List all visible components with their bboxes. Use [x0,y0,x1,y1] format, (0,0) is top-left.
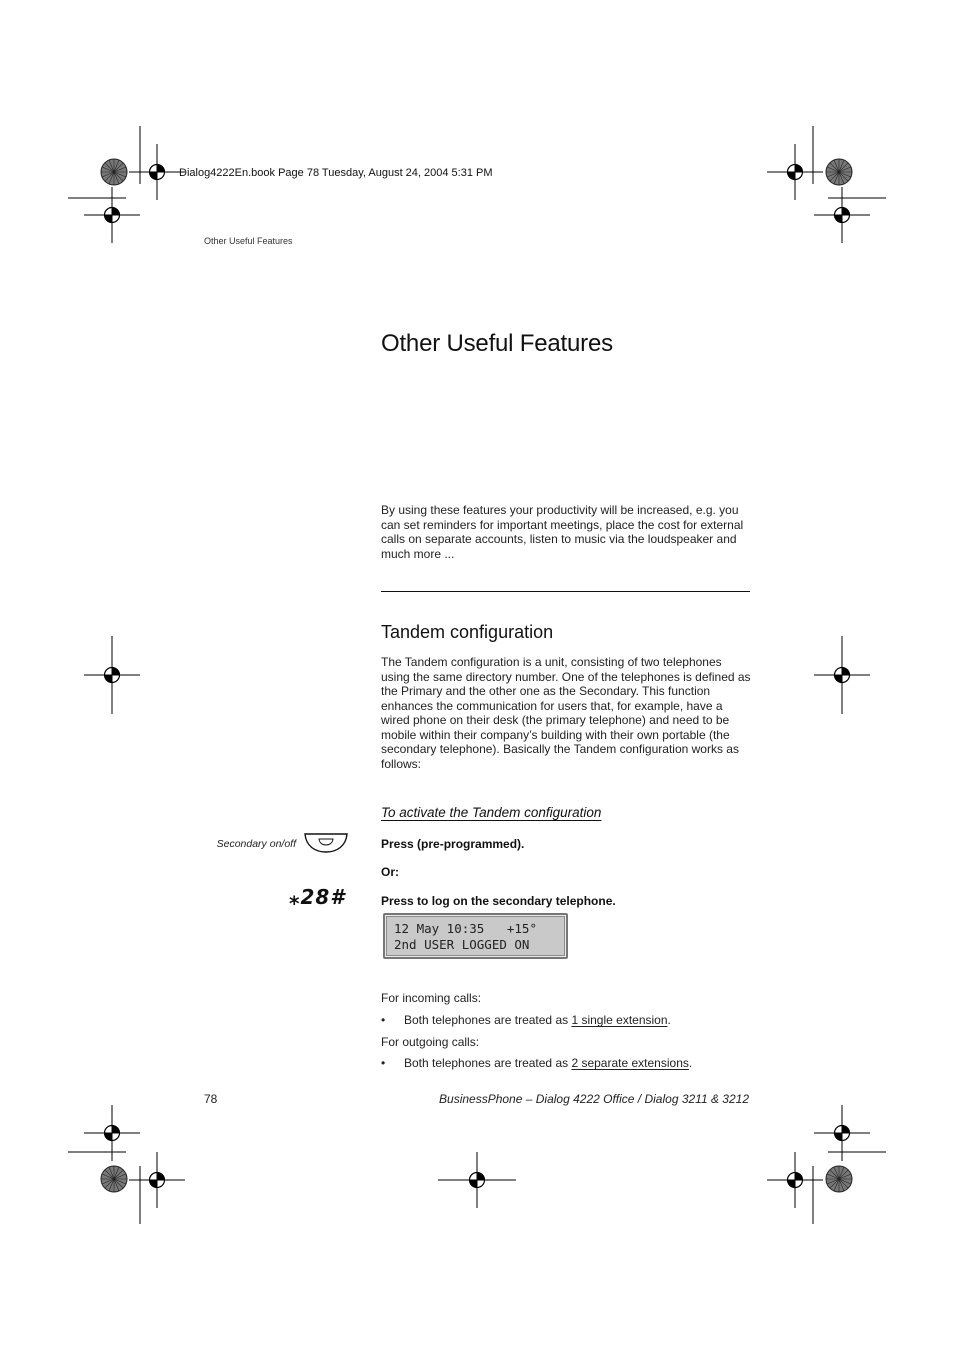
step-log-on-secondary: Press to log on the secondary telephone. [381,894,616,908]
chapter-title: Other Useful Features [381,330,613,357]
star-target-icon [101,159,127,185]
star-28-hash-code: ⁎28# [289,885,346,909]
bullet-text: Both telephones are treated as [404,1056,572,1070]
intro-paragraph: By using these features your productivity will be increased, e.g. you can set reminders for important meetings, place the cost for external calls on separate accounts, listen to music via the loudspeaker and much more ... [381,503,744,561]
incoming-calls-label: For incoming calls: [381,991,482,1005]
section-title: Tandem configuration [381,622,554,642]
registration-mark-icon [84,1105,140,1161]
star-target-icon [826,159,852,185]
or-label: Or: [381,865,399,879]
section-divider [381,591,750,592]
programmable-key-icon [303,831,349,855]
bullet-icon: • [381,1056,386,1070]
registration-mark-icon [129,144,185,200]
step-press-preprogrammed: Press (pre-programmed). [381,837,525,851]
outgoing-calls-label: For outgoing calls: [381,1035,480,1049]
display-line-1: 12 May 10:35 +15° [394,921,537,936]
page-number: 78 [204,1092,218,1106]
bullet-suffix: . [688,1056,693,1070]
key-label: Secondary on/off [216,838,296,850]
registration-mark-icon [129,1152,185,1208]
bullet-emphasis: 2 separate extensions [571,1056,689,1070]
print-info: Dialog4222En.book Page 78 Tuesday, August 24, 2004 5:31 PM [179,167,493,179]
registration-mark-icon [84,187,140,243]
registration-mark-icon [767,144,823,200]
registration-mark-icon [814,187,870,243]
display-line-2: 2nd USER LOGGED ON [394,937,530,952]
footer-title: BusinessPhone – Dialog 4222 Office / Dialog 3211 & 3212 [439,1092,749,1106]
running-head: Other Useful Features [204,236,293,246]
registration-mark-icon [767,1152,823,1208]
bullet-icon: • [381,1013,386,1027]
phone-display [383,913,568,959]
bullet-text: Both telephones are treated as [404,1013,572,1027]
registration-mark-icon [814,1105,870,1161]
star-target-icon [101,1166,127,1192]
bullet-suffix: . [667,1013,671,1027]
bullet-emphasis: 1 single extension [571,1013,668,1027]
list-item [381,1013,671,1027]
section-body: The Tandem configuration is a unit, consisting of two telephones using the same directory number. One of the telephones is defined as the Primary and the other one as the Secondary. This function enhances the communication for users that, for example, have a wired phone on their desk (the primary telephone) and need to be mobile within their company’s building with their own portable (the secondary telephone). Basically the Tandem configuration works as follows: [381,655,751,771]
procedure-title: To activate the Tandem configuration [381,805,602,820]
star-target-icon [826,1166,852,1192]
list-item [381,1056,692,1070]
